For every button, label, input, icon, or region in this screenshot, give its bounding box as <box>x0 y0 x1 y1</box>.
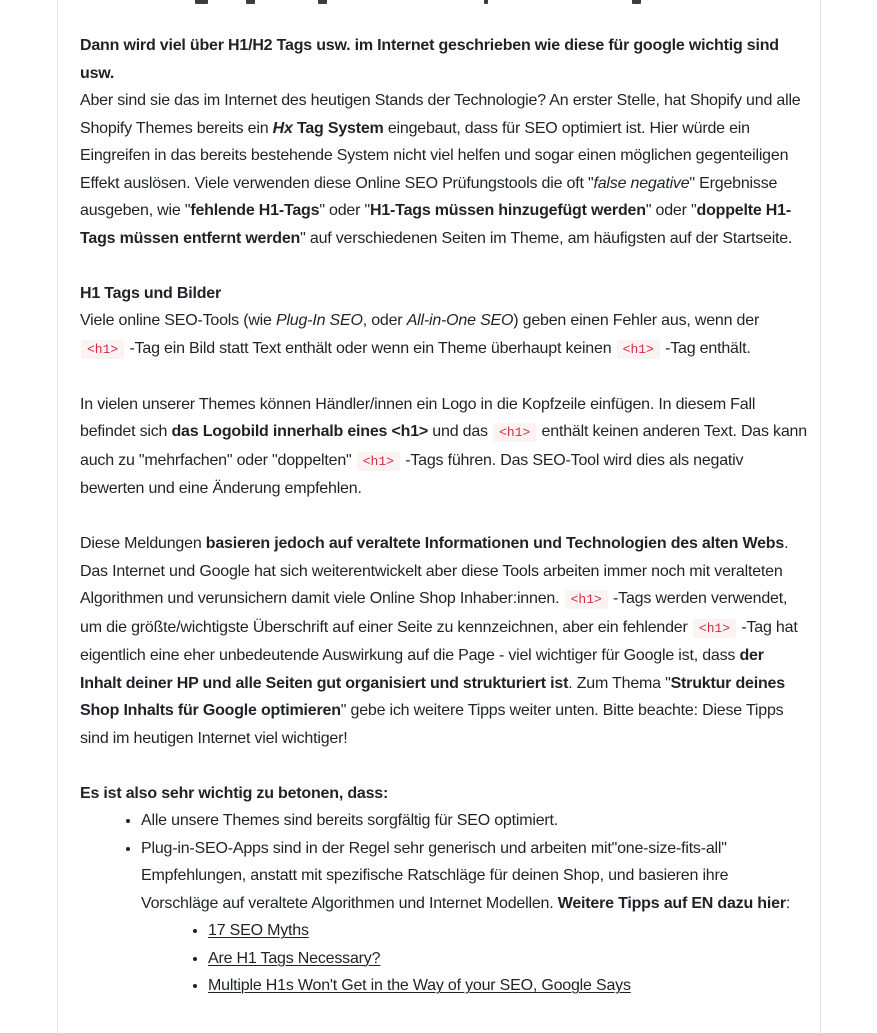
text-segment: : <box>785 894 791 912</box>
text-segment: Alle unsere Themes sind bereits sorgfältig für SEO optimiert. <box>141 812 559 829</box>
text-segment: Diese Meldungen <box>80 535 206 552</box>
h1-code-tag: <h1> <box>493 423 536 442</box>
text-segment: Dann wird viel über H1/H2 Tags usw. im Internet geschrieben wie diese für google wichtig sind usw. <box>80 37 779 82</box>
text-segment: und das <box>428 423 493 440</box>
text-segment: -Tags führen. Das SEO-Tool wird dies als negativ bewerten und eine Änderung empfehlen. <box>80 451 744 497</box>
text-segment: All-in-One SEO <box>406 312 514 329</box>
veraltete-informationen-paragraph <box>80 530 808 752</box>
text-segment: enthält keinen anderen Text. Das kann auch zu "mehrfachen" oder "doppelten" <box>80 423 807 469</box>
list-item <box>141 835 808 1000</box>
text-segment: false negative <box>593 174 690 192</box>
section-heading-h1-tags-und-bilder: H1 Tags und Bilder <box>80 284 222 302</box>
text-segment: " oder " <box>645 202 697 219</box>
text-segment: -Tag hat eigentlich eine eher unbedeutende Auswirkung auf die Page - viel wichtiger für Google ist, dass <box>80 618 798 664</box>
link-17-seo-myths[interactable]: 17 SEO Myths <box>208 922 309 939</box>
text-segment: das Logobild innerhalb eines <h1> <box>171 423 429 440</box>
clipped-text-remnant <box>484 0 488 4</box>
text-segment: H1-Tags müssen hinzugefügt werden <box>370 202 646 219</box>
link-are-h1-tags-necessary[interactable]: Are H1 Tags Necessary? <box>208 949 381 967</box>
seo-links-list <box>141 917 808 1000</box>
text-segment: fehlende H1-Tags <box>190 202 320 219</box>
text-segment: Viele online SEO-Tools (wie <box>80 312 276 329</box>
list-item <box>141 807 808 835</box>
text-segment: doppelte H1-Tags müssen entfernt werden <box>80 202 791 247</box>
seo-summary-list <box>80 807 808 1000</box>
text-segment: -Tags werden verwendet, um die größte/wichtigste Überschrift auf einer Seite zu kennzeichnen, aber ein fehlender <box>80 590 788 636</box>
text-segment: Aber sind sie das im Internet des heutigen Stands der Technologie? An erster Stelle, hat Shopify und alle Shopify Themes bereits ein <box>80 92 801 137</box>
nested-list-item <box>208 917 808 945</box>
text-segment: " oder " <box>319 202 370 219</box>
nested-list-item <box>208 972 808 1000</box>
text-segment: . Zum Thema " <box>568 674 671 692</box>
text-segment: -Tag enthält. <box>660 339 751 357</box>
clipped-text-remnant <box>246 0 255 4</box>
h1-code-tag: <h1> <box>693 619 736 638</box>
text-segment: " gebe ich weitere Tipps weiter unten. Bitte beachte: Diese Tipps sind im heutigen Internet viel wichtiger! <box>80 702 784 747</box>
text-segment: In vielen unserer Themes können Händler/innen ein Logo in die Kopfzeile einfügen. In diesem Fall befindet sich <box>80 395 756 440</box>
text-segment: . Das Internet und Google hat sich weiterentwickelt aber diese Tools arbeiten immer noch mit veralteten Algorithmen und verunsichern damit viele Online Shop Inhaber:innen. <box>80 535 789 607</box>
content-column <box>57 0 821 1033</box>
text-segment: Plug-In SEO <box>275 312 363 329</box>
text-segment: -Tag ein Bild statt Text enthält oder wenn ein Theme überhaupt keinen <box>125 339 616 357</box>
h1-code-tag: <h1> <box>357 452 400 471</box>
h1-tags-und-bilder-paragraph <box>80 280 808 364</box>
text-segment: basieren jedoch auf veraltete Informationen und Technologien des alten Webs <box>205 535 785 552</box>
intro-paragraph <box>80 32 808 252</box>
text-segment: Weitere Tipps auf EN dazu hier <box>557 894 786 912</box>
link-multiple-h1s-google-says[interactable]: Multiple H1s Won't Get in the Way of your SEO, Google Says <box>208 977 631 994</box>
text-segment: Hx <box>272 119 293 137</box>
h1-code-tag: <h1> <box>617 340 660 359</box>
clipped-text-remnant <box>195 0 208 4</box>
text-segment: Plug-in-SEO-Apps sind in der Regel sehr generisch und arbeiten mit"one-size-fits-all" Empfehlungen, anstatt mit spezifische Ratschläge für deinen Shop, und basieren ihre Vorschläge auf veraltete Algorithmen und Internet Modellen. <box>141 839 729 912</box>
text-segment: der Inhalt deiner HP und alle Seiten gut organisiert und strukturiert ist <box>80 647 764 692</box>
text-segment: Tag System <box>292 119 384 137</box>
text-segment: , oder <box>362 312 407 329</box>
logo-h1-paragraph <box>80 391 808 503</box>
nested-list-item <box>208 945 808 973</box>
clipped-text-remnant <box>632 0 641 4</box>
h1-code-tag: <h1> <box>81 340 124 359</box>
text-segment: " auf verschiedenen Seiten im Theme, am häufigsten auf der Startseite. <box>300 229 793 247</box>
clipped-text-remnant <box>318 0 327 4</box>
text-segment: " Ergebnisse ausgeben, wie " <box>80 174 778 219</box>
betonen-paragraph <box>80 780 808 808</box>
text-segment: Es ist also sehr wichtig zu betonen, dass: <box>80 784 389 802</box>
text-segment: Struktur deines Shop Inhalts für Google optimieren <box>80 674 785 719</box>
h1-code-tag: <h1> <box>565 590 608 609</box>
article-body <box>80 32 808 1000</box>
text-segment: eingebaut, dass für SEO optimiert ist. Hier würde ein Eingreifen in das bereits bestehende System nicht viel helfen und sogar einen möglichen gegenteiligen Effekt auslösen. Viele verwenden diese Online SEO Prüfungstools die oft " <box>80 119 789 192</box>
text-segment: ) geben einen Fehler aus, wenn der <box>513 312 760 329</box>
